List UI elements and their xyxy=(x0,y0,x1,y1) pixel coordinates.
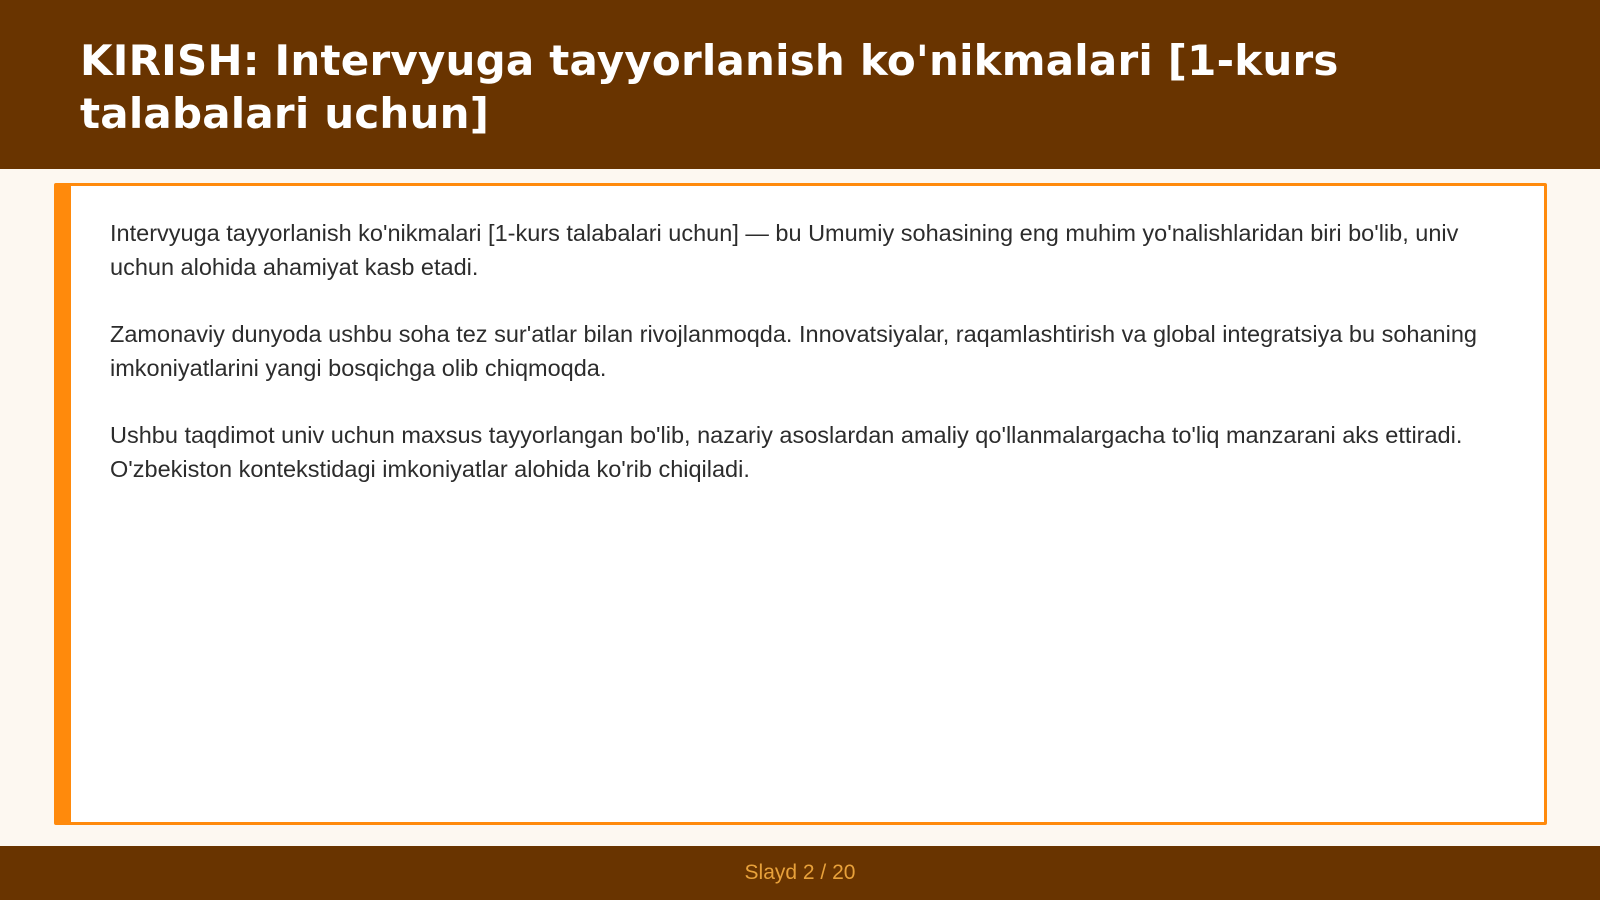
paragraph-presentation-scope: Ushbu taqdimot univ uchun maxsus tayyorlangan bo'lib, nazariy asoslardan amaliy qo'llanmalargacha to'liq manzarani aks ettiradi. O'zbekiston kontekstidagi imkoniyatlar alohida ko'rib chiqiladi. xyxy=(110,422,1463,482)
paragraph-intro: Intervyuga tayyorlanish ko'nikmalari [1-kurs talabalari uchun] — bu Umumiy sohasining eng muhim yo'nalishlaridan biri bo'lib, univ uchun alohida ahamiyat kasb etadi. xyxy=(110,220,1459,280)
slide-header xyxy=(0,0,1600,169)
paragraph-modern-world: Zamonaviy dunyoda ushbu soha tez sur'atlar bilan rivojlanmoqda. Innovatsiyalar, raqamlashtirish va global integratsiya bu sohaning imkoniyatlarini yangi bosqichga olib chiqmoqda. xyxy=(110,321,1477,381)
slide-title: KIRISH: Intervyuga tayyorlanish ko'nikmalari [1-kurs talabalari uchun] xyxy=(80,36,1339,138)
slide-counter: Slayd 2 / 20 xyxy=(744,861,856,884)
content-card xyxy=(54,183,1547,825)
slide-footer xyxy=(0,846,1600,900)
